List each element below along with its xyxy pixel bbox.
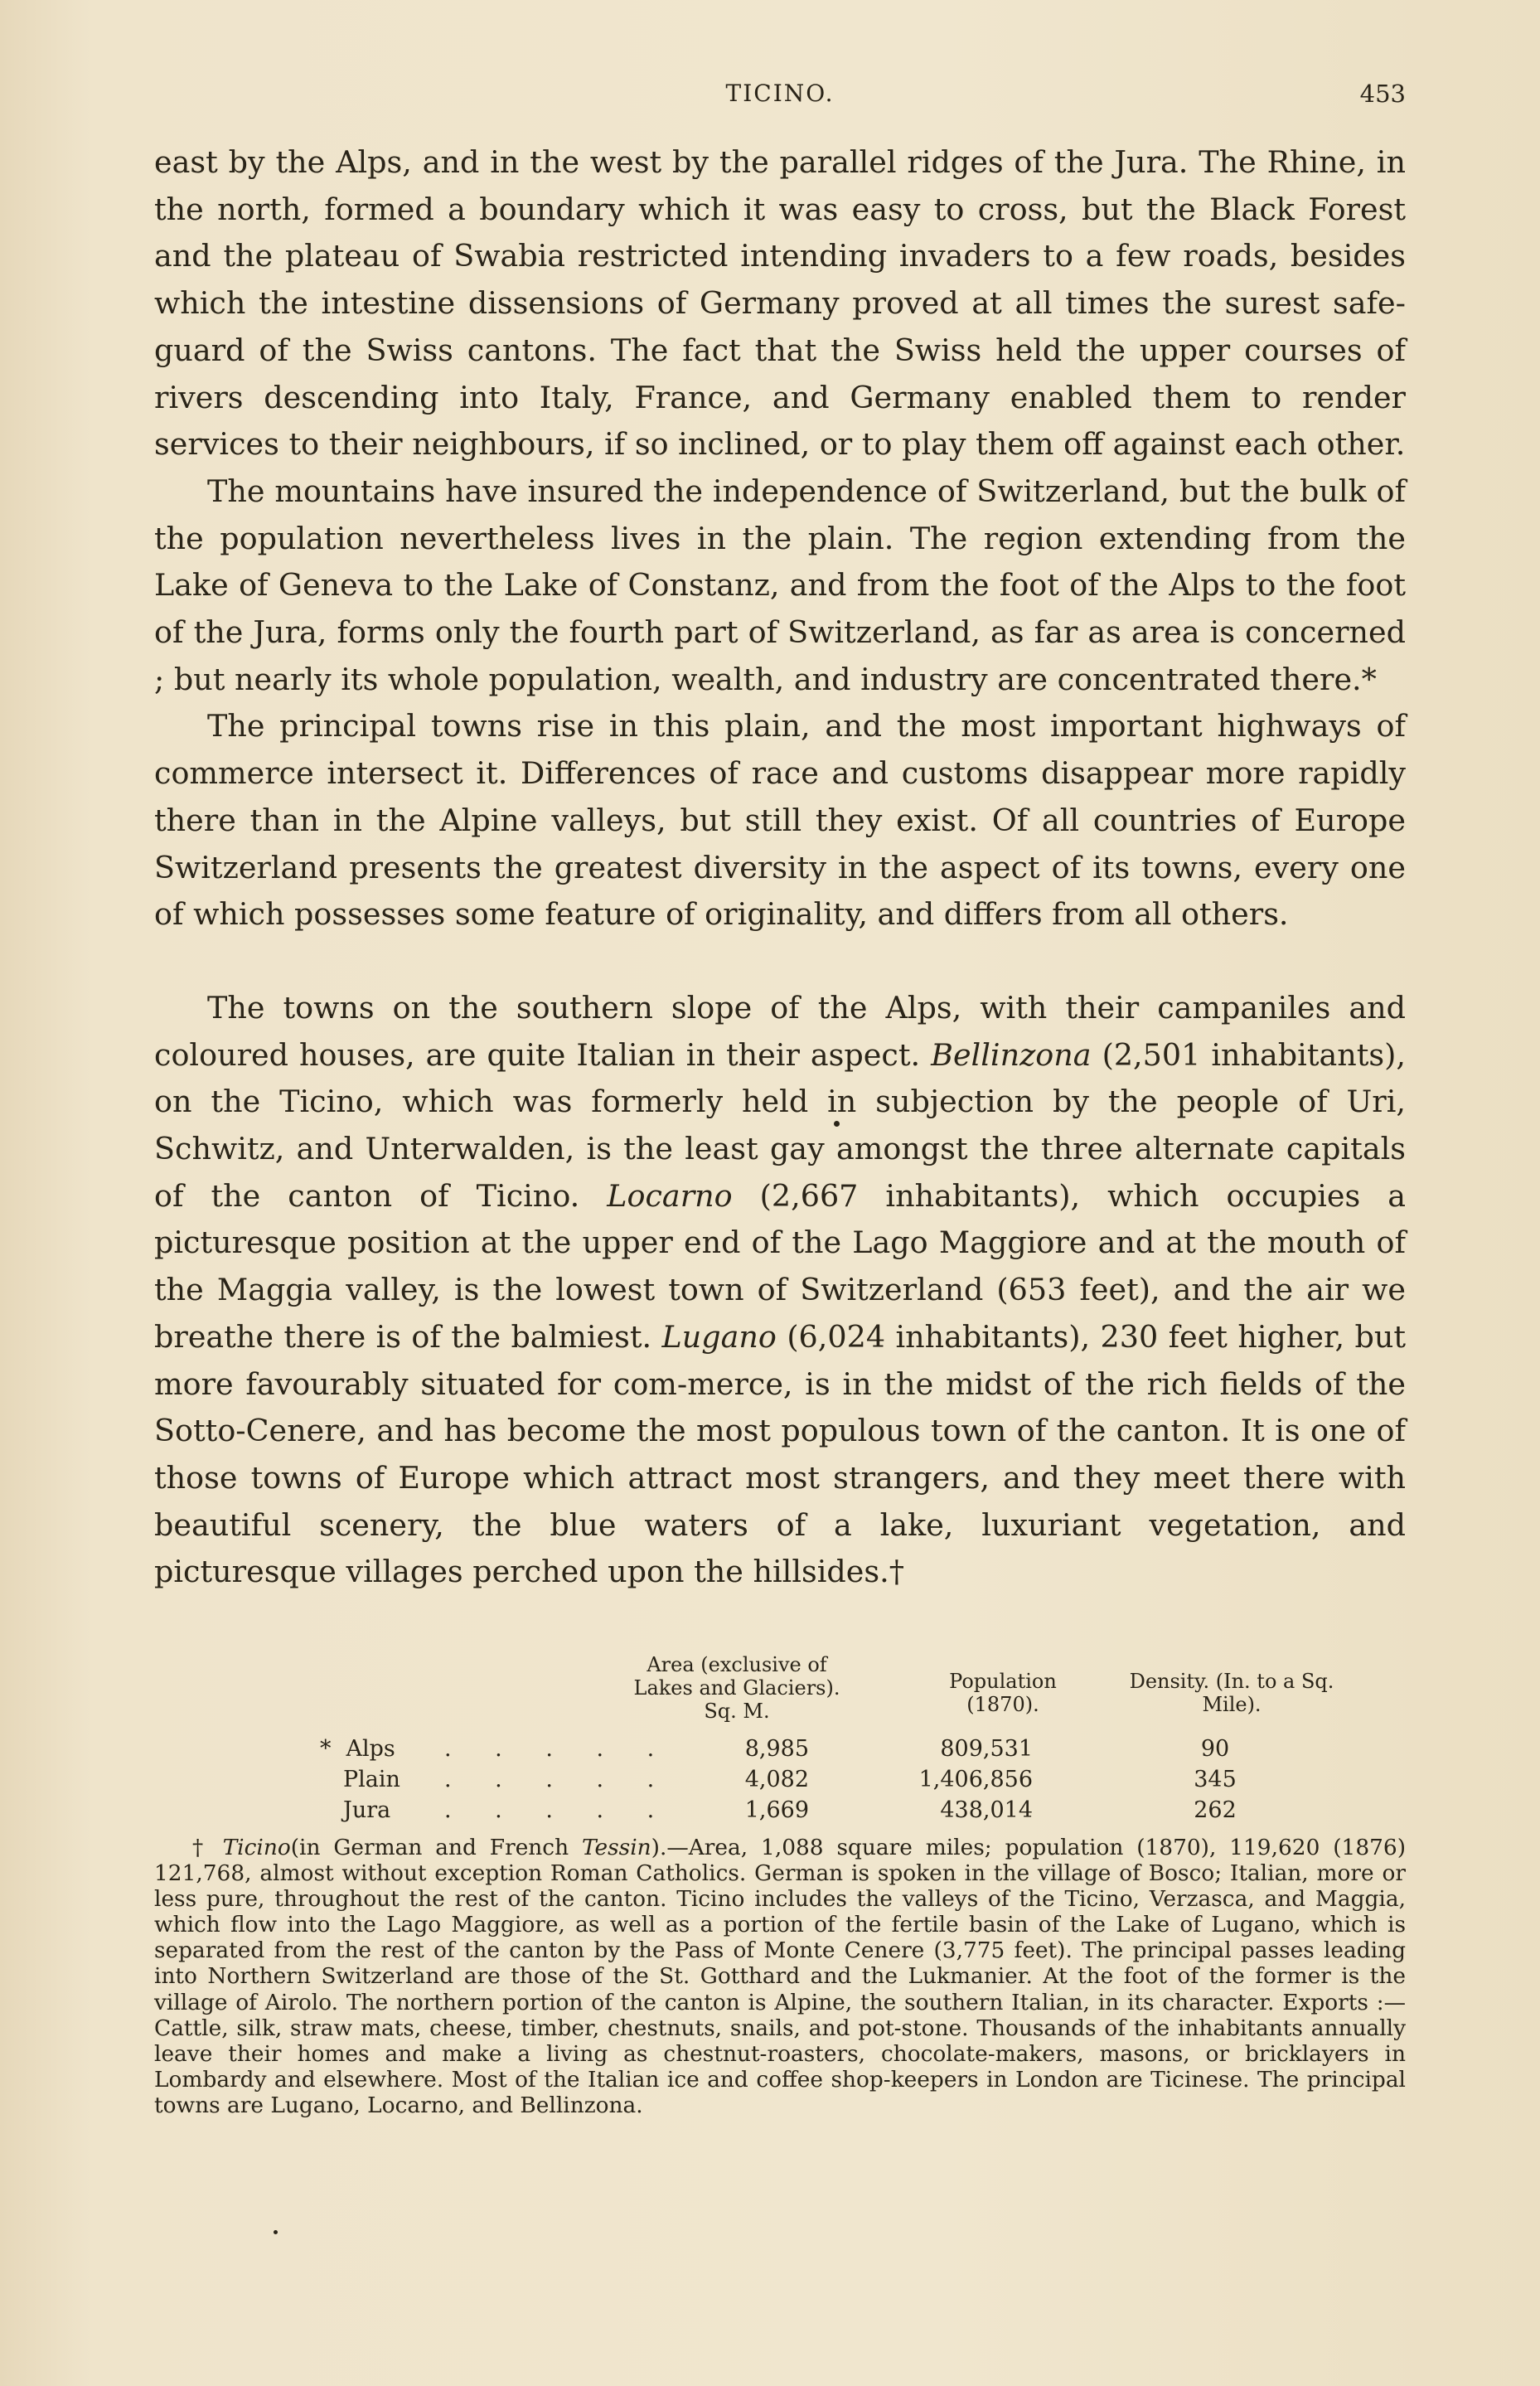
ink-speck — [274, 2230, 278, 2234]
ink-speck — [834, 1121, 840, 1127]
row-label: Plain — [343, 1767, 400, 1792]
table-header-density: Density. (In. to a Sq. Mile). — [1129, 1670, 1334, 1716]
table-header-area: Area (exclusive of Lakes and Glaciers). Sq. M. — [633, 1653, 840, 1723]
paragraph-4-lugano-text: (6,024 inhabitants), 230 feet higher, but more favourably situated for com-merce, is in the midst of the rich fields of the Sotto-Cenere, and has become the most populous town of the canton. It is one of those towns of Europe which attract most strangers, and they meet there with beautiful scenery, the blue waters of a lake, luxuriant vegetation, and picturesque villages perched upon the hillsides.† — [154, 1318, 1406, 1590]
cell-population: 1,406,856 — [918, 1767, 1033, 1792]
paragraph-2: The mountains have insured the independence of Switzerland, but the bulk of the population nevertheless lives in the plain. The region extending from the Lake of Geneva to the Lake of Constanz, and from the foot of the Alps to the foot of the Jura, forms only the fourth part of Switzerland, as far as area is concerned ; but nearly its whole population, wealth, and industry are concentrated there.* — [154, 473, 1406, 697]
cell-density: 90 — [1200, 1736, 1230, 1762]
footnote-paragraph — [154, 1835, 1406, 2118]
leader-dots: . . . . . — [444, 1736, 673, 1762]
footnote-dagger: † — [192, 1835, 210, 1860]
footnote-marker: * — [320, 1736, 332, 1762]
paragraph-1: east by the Alps, and in the west by the parallel ridges of the Jura. The Rhine, in the north, formed a boundary which it was easy to cross, but the Black Forest and the plateau of Swabia restricted intending invaders to a few roads, besides which the intestine dissensions of Germany proved at all times the surest safe-guard of the Swiss cantons. The fact that the Swiss held the upper courses of rivers descending into Italy, France, and Germany enabled them to render services to their neighbours, if so inclined, or to play them off against each other. — [154, 144, 1406, 463]
footnote-tessin: Tessin — [581, 1835, 651, 1860]
leader-dots: . . . . . — [444, 1797, 673, 1823]
paragraph-4-locarno-text: (2,667 inhabitants), which occupies a picturesque position at the upper end of the Lago Maggiore and at the mouth of the Maggia valley, is the lowest town of Switzerland (653 feet), and the air we breathe there is of the balmiest. — [154, 1177, 1407, 1355]
footnote-ticino: Ticino — [222, 1835, 291, 1860]
cell-population: 809,531 — [940, 1736, 1033, 1762]
town-lugano: Lugano — [661, 1318, 777, 1355]
page-header — [154, 80, 1406, 113]
town-locarno: Locarno — [607, 1177, 733, 1214]
cell-population: 438,014 — [940, 1797, 1033, 1823]
row-label: Jura — [343, 1797, 391, 1823]
cell-area: 1,669 — [744, 1797, 809, 1823]
footnote-lead: (in German and French — [290, 1835, 569, 1860]
row-label: Alps — [346, 1736, 395, 1762]
cell-area: 4,082 — [744, 1767, 809, 1792]
page-number: 453 — [1359, 80, 1406, 108]
cell-density: 262 — [1194, 1797, 1237, 1823]
body-text — [154, 139, 1406, 1596]
table-header-population: Population (1870). — [949, 1670, 1057, 1716]
cell-area: 8,985 — [744, 1736, 809, 1762]
paragraph-4-bellinzona-text: (2,501 inhabitants), on the Ticino, which was formerly held in subjection by the people of Uri, Schwitz, and Unterwalden, is the least gay amongst the three alternate capitals of the canton of Ticino. — [154, 1036, 1407, 1214]
paragraph-4 — [154, 985, 1406, 1596]
leader-dots: . . . . . — [444, 1767, 673, 1792]
footnote — [154, 1835, 1406, 2118]
running-head: TICINO. — [725, 80, 835, 107]
town-bellinzona: Bellinzona — [931, 1036, 1092, 1073]
cell-density: 345 — [1194, 1767, 1237, 1792]
paragraph-3: The principal towns rise in this plain, and the most important highways of commerce intersect it. Differences of race and customs disappear more rapidly there than in the Alpine valleys, but still they exist. Of all countries of Europe Switzerland presents the greatest diversity in the aspect of its towns, every one of which possesses some feature of originality, and differs from all others. — [154, 708, 1406, 933]
footnote-text: ).—Area, 1,088 square miles; population (1870), 119,620 (1876) 121,768, almost without exception Roman Catholics. German is spoken in the village of Bosco; Italian, more or less pure, throughout the rest of the canton. Ticino includes the valleys of the Ticino, Verzasca, and Maggia, which flow into the Lago Maggiore, as well as a portion of the fertile basin of the Lake of Lugano, which is separated from the rest of the canton by the Pass of Monte Cenere (3,775 feet). The principal passes leading into Northern Switzerland are those of the St. Gotthard and the Lukmanier. At the foot of the former is the village of Airolo. The northern portion of the canton is Alpine, the southern Italian, in its character. Exports :—Cattle, silk, straw mats, cheese, timber, chestnuts, snails, and pot-stone. Thousands of the inhabitants annually leave their homes and make a living as chestnut-roasters, chocolate-makers, masons, or bricklayers in Lombardy and elsewhere. Most of the Italian ice and coffee shop-keepers in London are Ticinese. The principal towns are Lugano, Locarno, and Bellinzona. — [154, 1835, 1406, 2118]
paragraph-4-intro: The towns on the southern slope of the Alps, with their campaniles and coloured houses, are quite Italian in their aspect. — [154, 989, 1406, 1073]
